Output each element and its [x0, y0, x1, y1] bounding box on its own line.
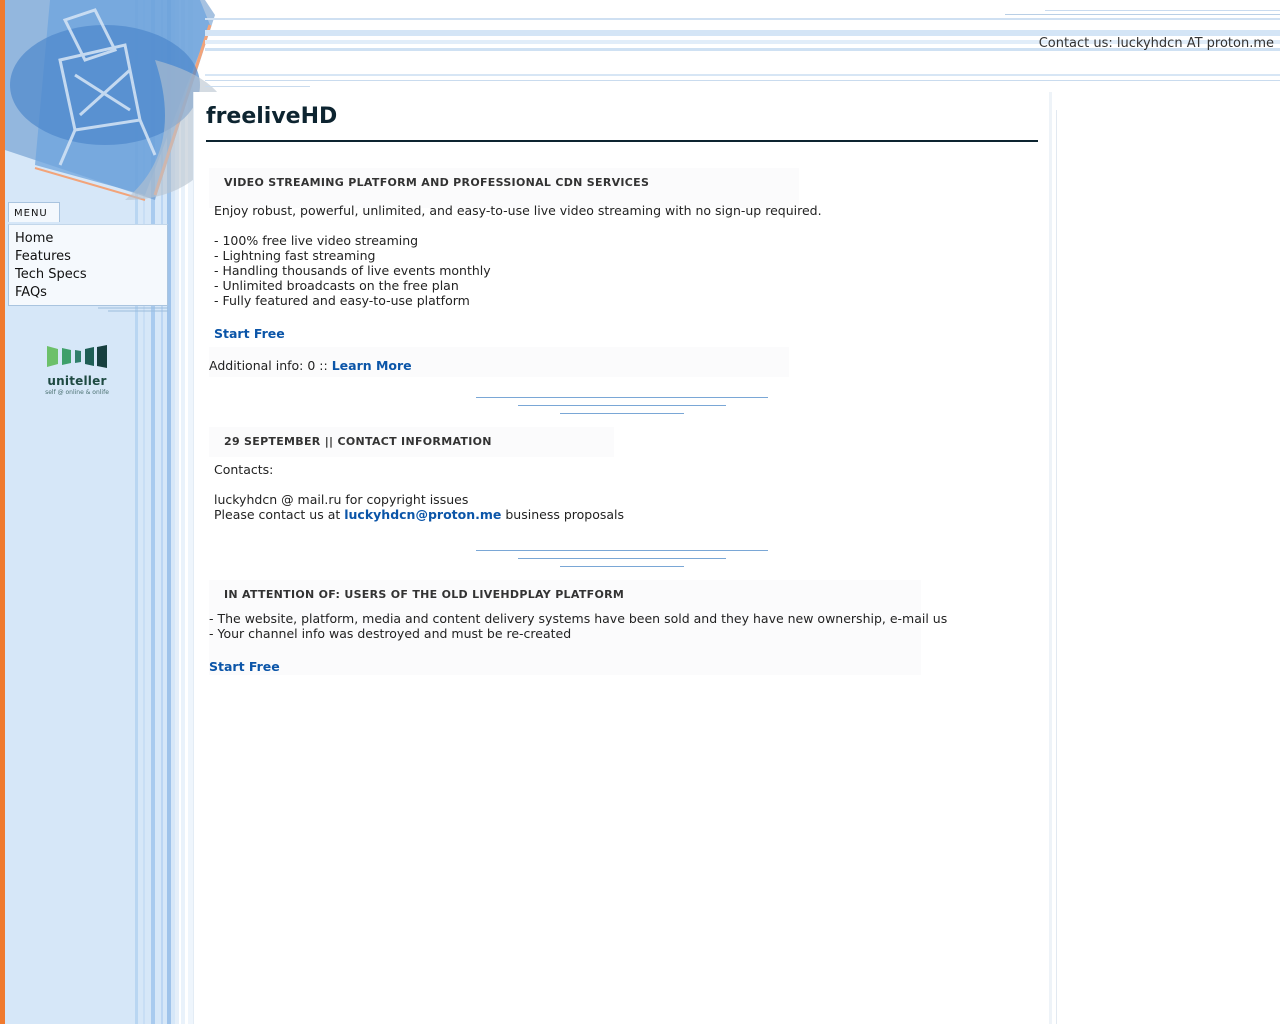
menu-item-home[interactable]: Home — [15, 231, 54, 246]
contact-line-suffix: business proposals — [505, 507, 624, 522]
main-content-panel — [193, 92, 1052, 1024]
notice-line: - The website, platform, media and content delivery systems have been sold and they have new ownership, e-mail us — [209, 611, 948, 626]
section1-intro: Enjoy robust, powerful, unlimited, and easy-to-use live video streaming with no sign-up required. — [214, 203, 822, 218]
contact-line-business — [214, 507, 1034, 522]
menu-item-features[interactable]: Features — [15, 249, 71, 264]
uniteller-sponsor-logo[interactable] — [44, 344, 110, 396]
start-free-button[interactable]: Start Free — [214, 326, 285, 341]
feature-bullet: - Handling thousands of live events monthly — [214, 263, 491, 278]
section3-heading: IN ATTENTION OF: USERS OF THE OLD LIVEHDPLAY PLATFORM — [224, 588, 625, 601]
right-border-line — [1056, 110, 1057, 1024]
title-divider — [206, 140, 1038, 142]
section2-heading: 29 SEPTEMBER || CONTACT INFORMATION — [224, 435, 492, 448]
section1-heading: VIDEO STREAMING PLATFORM AND PROFESSIONAL CDN SERVICES — [224, 176, 650, 189]
feature-bullet: - Lightning fast streaming — [214, 248, 376, 263]
notice-line: - Your channel info was destroyed and must be re-created — [209, 626, 572, 641]
contact-line-copyright: luckyhdcn @ mail.ru for copyright issues — [214, 492, 469, 507]
sponsor-name: uniteller — [47, 374, 107, 388]
additional-info — [209, 358, 412, 373]
sponsor-tagline: self @ online & onlife — [45, 389, 109, 396]
separator-line — [476, 550, 768, 551]
contact-line-prefix: Please contact us at — [214, 507, 341, 522]
menu-item-faqs[interactable]: FAQs — [15, 285, 47, 300]
separator-line — [476, 397, 768, 398]
menu-decoration-lines — [98, 306, 168, 314]
menu-item-tech-specs[interactable]: Tech Specs — [15, 267, 87, 282]
sidebar-menu — [8, 202, 168, 314]
menu-list — [8, 224, 168, 306]
separator-line — [560, 413, 684, 414]
additional-info-label: Additional info: 0 :: — [209, 358, 328, 373]
learn-more-link[interactable]: Learn More — [331, 358, 412, 373]
contacts-label: Contacts: — [214, 462, 274, 477]
feature-bullet: - 100% free live video streaming — [214, 233, 419, 248]
menu-tab-label: MENU — [8, 202, 60, 222]
section2-heading-bg — [209, 427, 614, 457]
separator-line — [518, 558, 726, 559]
header-contact-text: Contact us: luckyhdcn AT proton.me — [1038, 36, 1274, 51]
separator-line — [518, 405, 726, 406]
start-free-button-2[interactable]: Start Free — [209, 659, 280, 674]
section1-body — [214, 203, 1034, 342]
section1-heading-bg — [209, 168, 799, 208]
section3-body — [209, 611, 1029, 675]
section2-body — [214, 462, 1034, 522]
uniteller-icon — [46, 344, 108, 368]
feature-bullet: - Unlimited broadcasts on the free plan — [214, 278, 459, 293]
contact-email-link[interactable]: luckyhdcn@proton.me — [344, 507, 502, 522]
page-title: freeliveHD — [206, 104, 338, 129]
separator-line — [560, 566, 684, 567]
feature-bullet: - Fully featured and easy-to-use platform — [214, 293, 470, 308]
